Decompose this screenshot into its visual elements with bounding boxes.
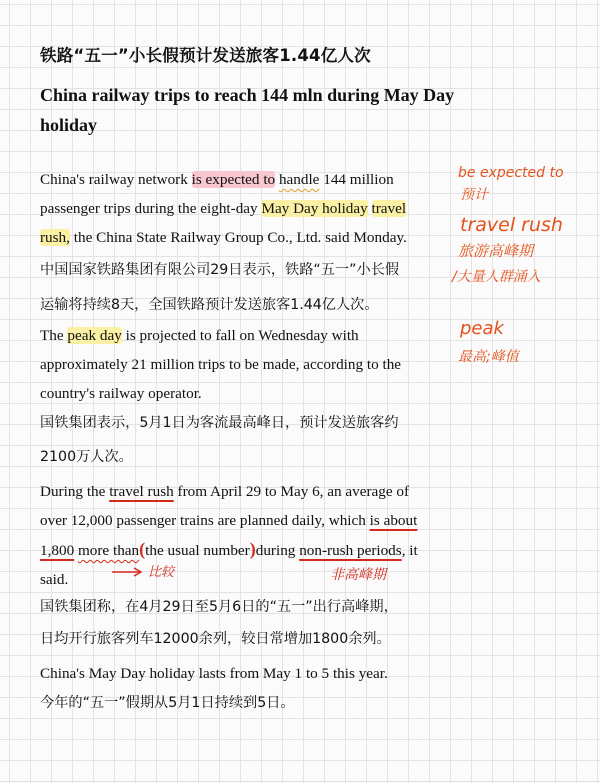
text-run: The (40, 327, 68, 344)
text-line (40, 194, 455, 223)
usual-number-text: the usual number (145, 542, 250, 559)
left-paren-mark: ( (139, 539, 146, 559)
text-line (40, 506, 455, 535)
text-run: , it (401, 542, 418, 559)
text-line: 今年的“五一”假期从5月1日持续到5日。 (40, 695, 295, 711)
text-run: passenger trips during the eight-day (40, 200, 262, 217)
text-run: from April 29 to May 6, an average of (173, 483, 410, 500)
text-line (40, 535, 455, 565)
right-paren-mark: ) (249, 539, 256, 559)
text-line: 运输将持续8天，全国铁路预计发送旅客1.44亿人次。 (40, 297, 379, 313)
note-non-peak-cn: 非高峰期 (330, 567, 386, 583)
text-line: approximately 21 million trips to be made, according to the (40, 356, 402, 373)
note-bijiao: 比较 (148, 565, 175, 580)
text-run: is projected to fall on Wednesday with (121, 327, 359, 344)
text-run: During the (40, 483, 110, 500)
text-line (40, 223, 455, 252)
paragraph-4-chinese (40, 689, 470, 718)
text-line: China's May Day holiday lasts from May 1 to 5 this year. (40, 665, 388, 682)
text-line: 2100万人次。 (40, 449, 133, 465)
paragraph-1-chinese (40, 256, 470, 320)
paragraph-2-chinese (40, 409, 470, 472)
paragraph-3-chinese (40, 593, 470, 654)
underline-travel-rush: travel rush (109, 483, 174, 500)
text-line: 国铁集团表示，5月1日为客流最高峰日，预计发送旅客约 (40, 415, 399, 431)
text-line: said. (40, 571, 69, 588)
text-run: during (255, 542, 300, 559)
underline-is-about: is about (369, 512, 418, 529)
title-chinese: 铁路“五一”小长假预计发送旅客1.44亿人次 (40, 46, 371, 65)
text-run: the China State Railway Group Co., Ltd. said Monday. (69, 229, 407, 246)
paragraph-2-english (40, 321, 455, 408)
underline-handle: handle (278, 171, 320, 188)
text-run: China's railway network (40, 171, 192, 188)
paragraph-1-english (40, 165, 455, 252)
text-line: country's railway operator. (40, 385, 202, 402)
note-peak: peak (460, 318, 504, 339)
highlight-peak-day: peak day (67, 327, 122, 344)
underline-more-than: more than (77, 542, 140, 559)
paragraph-3-english (40, 477, 455, 594)
text-line (40, 165, 455, 194)
note-be-expected-to: be expected to (458, 165, 564, 181)
highlight-rush: rush, (40, 229, 70, 246)
highlight-travel: travel (371, 200, 407, 217)
paragraph-4-english (40, 659, 455, 688)
text-line: 日均开行旅客列车12000余列，较日常增加1800余列。 (40, 631, 391, 647)
text-run: 144 million (319, 171, 394, 188)
note-travel-rush: travel rush (460, 214, 563, 236)
underline-1800: 1,800 (40, 542, 75, 559)
note-crowd-influx-cn: /大量人群涌入 (452, 269, 541, 285)
text-line (40, 321, 455, 350)
text-run: over 12,000 passenger trains are planned daily, which (40, 512, 370, 529)
underline-non-rush-periods: non-rush periods (299, 542, 402, 559)
note-travel-peak-cn: 旅游高峰期 (458, 242, 534, 260)
note-yuji: 预计 (460, 187, 488, 203)
text-line: 国铁集团称，在4月29日至5月6日的“五一”出行高峰期， (40, 599, 398, 615)
text-line (40, 477, 455, 506)
text-line: 中国国家铁路集团有限公司29日表示，铁路“五一”小长假 (40, 262, 400, 278)
highlight-may-day-holiday: May Day holiday (261, 200, 368, 217)
note-peak-cn: 最高;峰值 (458, 349, 519, 365)
text-run (368, 200, 372, 217)
highlight-is-expected-to: is expected to (191, 171, 276, 188)
title-english: China railway trips to reach 144 mln during May Day holiday (40, 85, 455, 135)
